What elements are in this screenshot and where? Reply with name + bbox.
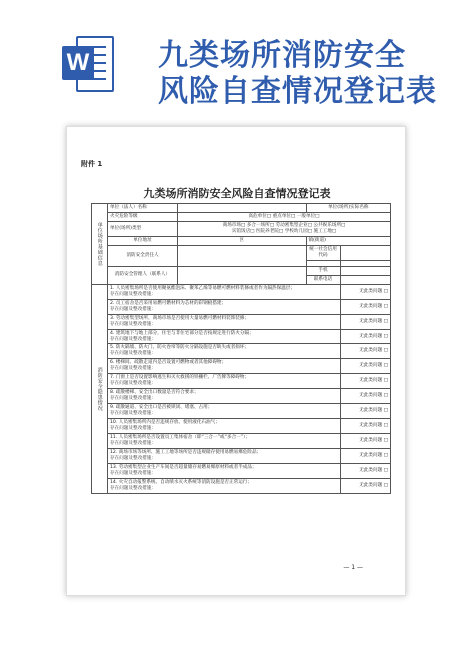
check-item-measures-label: 存在问题及整改措施： xyxy=(110,291,156,297)
check-item-text[interactable] xyxy=(108,329,341,344)
no-problem-checkbox[interactable]: 无此类问题 □ xyxy=(340,329,390,344)
page-number: — 1 — xyxy=(343,564,363,571)
no-problem-checkbox[interactable]: 无此类问题 □ xyxy=(340,299,390,314)
check-item-question: 5. 防火隔墙、防火门、防火卷帘等防火分隔设施是否缺失或者损坏； xyxy=(110,345,250,351)
check-item-text[interactable] xyxy=(108,419,341,434)
check-item-row xyxy=(92,434,391,449)
address-street[interactable]: 镇(街道) xyxy=(306,236,390,245)
check-item-question: 7. 门窗上是否设置影响逃生和灭火救援的铁栅栏、广告牌等障碍物； xyxy=(110,375,250,381)
check-item-question: 3. 劳动密集型场所、商场市场是否使用大量易燃可燃材料装饰装修； xyxy=(110,315,250,321)
no-problem-checkbox[interactable]: 无此类问题 □ xyxy=(340,374,390,389)
no-problem-checkbox[interactable]: 无此类问题 □ xyxy=(340,434,390,449)
unit-type-label: 单位(场所)类型 xyxy=(108,221,178,236)
no-problem-checkbox[interactable]: 无此类问题 □ xyxy=(340,284,390,299)
check-item-measures-label: 存在问题及整改措施： xyxy=(110,456,156,461)
check-item-text[interactable] xyxy=(108,463,341,478)
no-problem-checkbox[interactable]: 无此类问题 □ xyxy=(340,389,390,404)
address-district[interactable]: 区 xyxy=(178,236,307,245)
check-item-row xyxy=(92,463,391,478)
banner xyxy=(0,0,474,108)
check-item-question: 9. 疏散通道、安全出口是否被锁闭、堵塞、占用； xyxy=(110,405,213,411)
no-problem-checkbox[interactable]: 无此类问题 □ xyxy=(340,478,390,493)
check-item-row xyxy=(92,478,391,493)
check-item-row xyxy=(92,374,391,389)
check-item-text[interactable] xyxy=(108,344,341,359)
credit-code-label: 统一社会信用代码 xyxy=(306,245,340,260)
safety-person-row xyxy=(92,245,391,260)
address-row xyxy=(92,236,391,245)
unit-name-value[interactable] xyxy=(178,204,307,213)
word-w-badge: W xyxy=(62,46,94,80)
unit-type-line1: 商场市场□ 多合一场所□ 劳动密集型企业□ 公共娱乐场所□ xyxy=(222,222,346,228)
check-section-label: 消防安全隐患情况 xyxy=(92,284,108,493)
check-item-text[interactable] xyxy=(108,449,341,464)
check-item-row xyxy=(92,329,391,344)
unit-type-row xyxy=(92,221,391,236)
basic-section-label: 单位场所基础信息 xyxy=(92,204,108,285)
document-title: 九类场所消防安全风险自查情况登记表 xyxy=(143,187,331,200)
check-item-question: 11. 人员密集场所是否设置员工集体宿舍（即“三合一”或“多合一”）； xyxy=(110,435,251,441)
check-item-text[interactable] xyxy=(108,374,341,389)
check-item-text[interactable] xyxy=(108,389,341,404)
check-item-row xyxy=(92,299,391,314)
check-item-measures-label: 存在问题及整改措施： xyxy=(110,366,156,372)
registration-form xyxy=(91,203,391,494)
no-problem-checkbox[interactable]: 无此类问题 □ xyxy=(340,359,390,374)
credit-code-value[interactable] xyxy=(340,245,390,260)
mobile-label: 手机 xyxy=(306,266,340,275)
check-item-measures-label: 存在问题及整改措施： xyxy=(110,306,156,312)
check-item-measures-label: 存在问题及整改措施： xyxy=(110,321,156,327)
check-item-question: 14. 火灾自动报警系统、自动喷水灭火系统等消防设施是否正常运行； xyxy=(110,479,252,485)
phone-label: 联系电话 xyxy=(306,275,340,284)
unit-name-row xyxy=(92,204,391,213)
unit-name-right: 单位(场所)实际名称 xyxy=(306,204,390,213)
no-problem-checkbox[interactable]: 无此类问题 □ xyxy=(340,463,390,478)
safety-manager-label: 消防安全管理人（联系人） xyxy=(108,266,178,284)
check-item-row xyxy=(92,419,391,434)
safety-person-value[interactable] xyxy=(178,245,307,266)
check-item-question: 1. 人员密集场所是否使用聚氨酯泡沫、聚苯乙烯等易燃可燃材料装修或者作为隔热保温层； xyxy=(110,285,296,291)
check-item-row xyxy=(92,314,391,329)
check-item-question: 12. 商场市场等场所、施工工地等场所是否违规储存使用易燃易爆危险品； xyxy=(110,450,262,456)
check-item-question: 4. 建筑地下与地上部分，住宅与非住宅部分是否按规定进行防火分隔； xyxy=(110,330,254,336)
unit-type-options[interactable] xyxy=(178,221,391,236)
check-item-measures-label: 存在问题及整改措施： xyxy=(110,336,156,342)
banner-title-line1: 九类场所消防安全 xyxy=(158,38,406,73)
check-item-question: 8. 疏散楼梯、安全出口数量是否符合要求； xyxy=(110,390,199,396)
check-item-row xyxy=(92,389,391,404)
check-item-measures-label: 存在问题及整改措施： xyxy=(110,381,156,387)
mobile-value[interactable] xyxy=(340,266,390,275)
check-item-measures-label: 存在问题及整改措施： xyxy=(110,351,156,357)
address-label: 单位地址 xyxy=(108,236,178,245)
phone-value[interactable] xyxy=(340,275,390,284)
check-item-row xyxy=(92,404,391,419)
check-item-row xyxy=(92,344,391,359)
safety-manager-value[interactable] xyxy=(178,266,307,284)
risk-level-row xyxy=(92,212,391,221)
check-item-measures-label: 存在问题及整改措施： xyxy=(110,426,156,432)
check-item-measures-label: 存在问题及整改措施： xyxy=(110,441,156,447)
check-item-text[interactable] xyxy=(108,284,341,299)
check-item-text[interactable] xyxy=(108,359,341,374)
check-item-text[interactable] xyxy=(108,314,341,329)
check-item-question: 13. 劳动密集型企业生产车间是否超量储存易燃易爆原材料或者半成品； xyxy=(110,464,257,470)
check-item-row xyxy=(92,449,391,464)
check-item-measures-label: 存在问题及整改措施： xyxy=(110,396,156,402)
check-item-question: 10. 人员密集场所内是否违规存放、使用液化石油气； xyxy=(110,420,220,426)
no-problem-checkbox[interactable]: 无此类问题 □ xyxy=(340,314,390,329)
no-problem-checkbox[interactable]: 无此类问题 □ xyxy=(340,344,390,359)
word-document-icon xyxy=(62,34,114,94)
check-item-measures-label: 存在问题及整改措施： xyxy=(110,470,156,476)
risk-level-label: 火灾危险等级 xyxy=(108,212,178,221)
check-item-text[interactable] xyxy=(108,434,341,449)
document-sheet xyxy=(66,126,406,596)
unit-type-line2: 宾馆饭店□ 医院养老院□ 学校幼儿园□ 施工工地□ xyxy=(231,228,337,234)
check-item-text[interactable] xyxy=(108,478,341,493)
check-item-measures-label: 存在问题及整改措施： xyxy=(110,411,156,417)
check-item-question: 2. 员工宿舍是否采用易燃可燃材料为芯材的彩钢板搭建； xyxy=(110,300,227,306)
check-item-measures-label: 存在问题及整改措施： xyxy=(110,485,156,491)
banner-title-line2: 风险自查情况登记表 xyxy=(158,74,437,109)
no-problem-checkbox[interactable]: 无此类问题 □ xyxy=(340,449,390,464)
check-item-text[interactable] xyxy=(108,404,341,419)
no-problem-checkbox[interactable]: 无此类问题 □ xyxy=(340,404,390,419)
unit-name-label: 单位（法人）名称 xyxy=(108,204,178,213)
check-item-row xyxy=(92,284,391,299)
check-item-question: 6. 楼梯间、疏散走道内是否设置可燃物或者其他障碍物； xyxy=(110,360,227,366)
attachment-label: 附件 1 xyxy=(81,160,103,168)
no-problem-checkbox[interactable]: 无此类问题 □ xyxy=(340,419,390,434)
check-item-text[interactable] xyxy=(108,299,341,314)
safety-person-label: 消防安全责任人 xyxy=(108,245,178,266)
risk-level-options[interactable]: 高危单位□ 重点单位□ 一般单位□ xyxy=(178,212,391,221)
safety-manager-row xyxy=(92,266,391,275)
check-item-row xyxy=(92,359,391,374)
